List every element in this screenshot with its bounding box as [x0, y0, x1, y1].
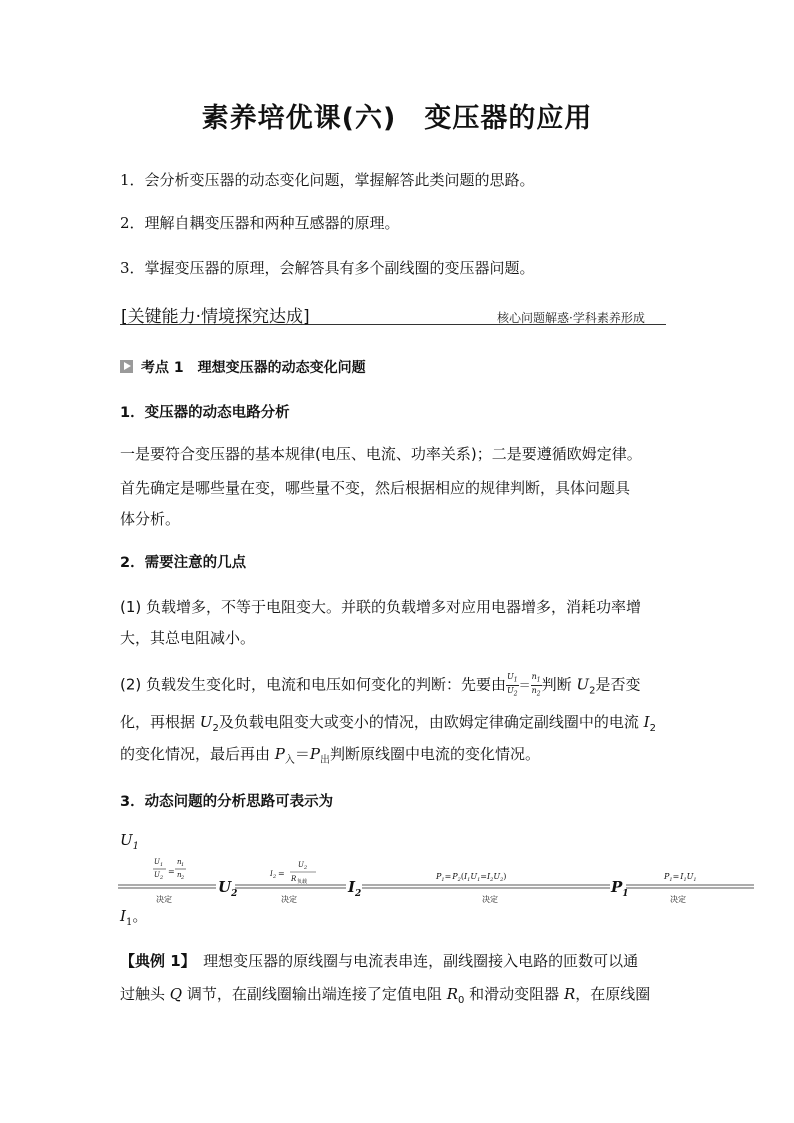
example-line-2: 过触头 Q 调节，在副线圈输出端连接了定值电阻 $R_0$ 和滑动变阻器 R，在原线圈 [120, 985, 651, 1006]
svg-text:n: n [177, 871, 182, 879]
section-2-p2-line-3: 的变化情况，最后再由 $P_入=P_出$判断原线圈中电流的变化情况。 [120, 745, 541, 766]
section-header-subtitle: 核心问题解惑·学科素养形成 [497, 311, 645, 325]
example-line-1: 【典例 1】 理想变压器的原线圈与电流表串连，副线圈接入电路的匝数可以通 [120, 952, 639, 970]
svg-text:1: 1 [181, 862, 185, 868]
svg-text:2: 2 [181, 875, 185, 881]
section-1-line-2: 首先确定是哪些量在变，哪些量不变，然后根据相应的规律判断，具体问题具 [120, 479, 631, 497]
svg-text:U: U [154, 871, 160, 879]
decide-label-2: 决定 [281, 895, 297, 904]
section-2-p1-line-2: 大，其总电阻减小。 [120, 629, 256, 647]
decide-label-4: 决定 [670, 895, 686, 904]
section-2-heading: 2．需要注意的几点 [120, 555, 247, 571]
svg-text:2: 2 [160, 875, 164, 881]
objective-3: 3．掌握变压器的原理，会解答具有多个副线圈的变压器问题。 [120, 259, 535, 277]
flow-node-P1: $P_1$ [611, 878, 629, 899]
svg-text:P1=P2(I1U1=I2U2): $P_1=P_2(I_1U_1=I_2U_2)$ [436, 872, 507, 883]
decide-label-3: 决定 [482, 895, 498, 904]
svg-text:I: I [270, 870, 273, 878]
svg-text:U: U [298, 861, 304, 869]
objective-1: 1．会分析变压器的动态变化问题，掌握解答此类问题的思路。 [120, 171, 535, 189]
flow-diagram [118, 852, 758, 912]
decide-label-1: 决定 [156, 895, 172, 904]
svg-text:P1=I1U1: $P_1=I_1U_1$ [664, 872, 697, 883]
svg-text:U: U [154, 858, 160, 866]
flow-node-I2: $I_2$ [348, 878, 362, 899]
section-1-line-3: 体分析。 [120, 510, 181, 528]
keypoint-heading [120, 357, 366, 377]
svg-text:=: = [278, 869, 285, 878]
section-1-line-1: 一是要符合变压器的基本规律(电压、电流、功率关系)；二是要遵循欧姆定律。 [120, 445, 642, 463]
voltage-ratio-formula: $\frac{U_1}{U_2}$ [507, 672, 518, 698]
svg-text:2: 2 [273, 874, 277, 880]
svg-text:R: R [291, 875, 297, 883]
flow-end-I1: $I_1$。 [120, 907, 148, 928]
section-header-title: [关键能力·情境探究达成] [121, 307, 310, 327]
section-2-p2-line-1: (2) 负载发生变化时，电流和电压如何变化的判断：先要由 $\frac{U_1}{U_2}$ ＝ $\frac{n_1}{n_2}$ 判断 $U_2$是否变 [120, 672, 641, 698]
svg-text:2: 2 [304, 865, 308, 871]
svg-text:1: 1 [160, 862, 164, 868]
play-triangle-icon [120, 360, 133, 373]
section-2-p2-line-2: 化，再根据 $U_2$及负载电阻变大或变小的情况，由欧姆定律确定副线圈中的电流 $I_2$ [120, 713, 656, 734]
keypoint-text: 考点 1 理想变压器的动态变化问题 [141, 360, 366, 376]
example-tag: 【典例 1】 [120, 952, 189, 970]
flow-start-U1: $U_1$ [120, 831, 140, 852]
section-3-heading: 3．动态问题的分析思路可表示为 [120, 794, 334, 810]
section-1-heading: 1．变压器的动态电路分析 [120, 405, 290, 421]
flow-node-U2: $U_2$ [218, 878, 238, 899]
objective-2: 2．理解自耦变压器和两种互感器的原理。 [120, 214, 400, 232]
svg-text:=: = [168, 867, 175, 876]
section-2-p1-line-1: (1) 负载增多，不等于电阻变大。并联的负载增多对应用电器增多，消耗功率增 [120, 598, 642, 616]
page-title: 素养培优课(六) 变压器的应用 [201, 103, 593, 134]
svg-text:负载: 负载 [297, 879, 308, 885]
svg-text:n: n [177, 858, 182, 866]
